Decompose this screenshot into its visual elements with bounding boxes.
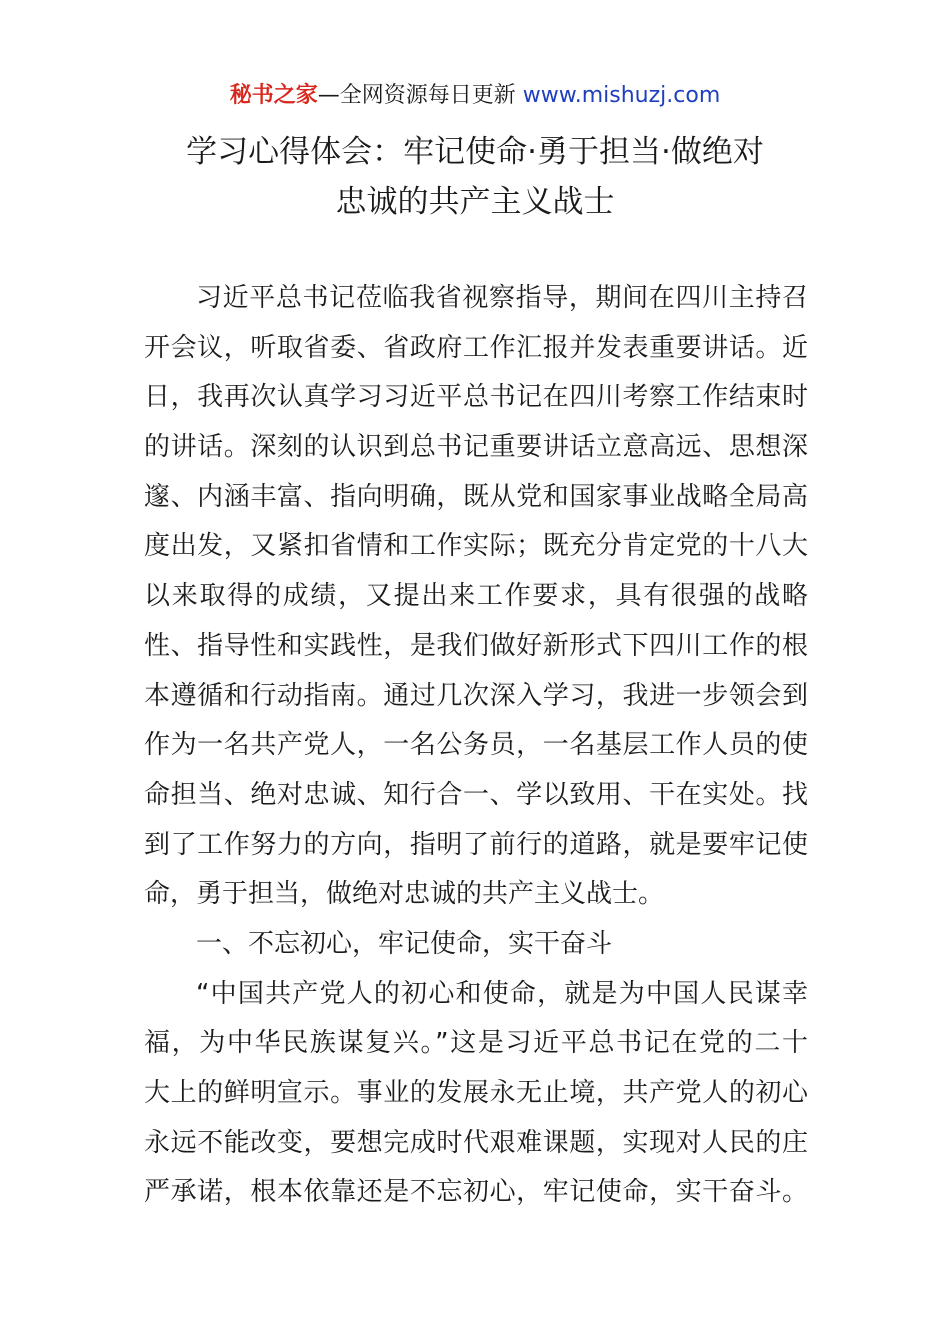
title-line-2: 忠诚的共产主义战士: [335, 184, 615, 220]
body-line: 的讲话。深刻的认识到总书记重要讲话立意高远、思想深: [144, 432, 808, 463]
body-line: 命，勇于担当，做绝对忠诚的共产主义战士。: [144, 879, 665, 910]
site-url[interactable]: www.mishuzj.com: [522, 83, 721, 108]
body-line: 习近平总书记莅临我省视察指导，期间在四川主持召: [196, 283, 808, 313]
body-line: 日，我再次认真学习习近平总书记在四川考察工作结束时: [144, 382, 808, 413]
body-line: 本遵循和行动指南。通过几次深入学习，我进一步领会到: [144, 680, 808, 711]
body-line: 邃、内涵丰富、指向明确，既从党和国家事业战略全局高: [144, 481, 808, 512]
body-line: 作为一名共产党人，一名公务员，一名基层工作人员的使: [144, 730, 808, 761]
body-line: 度出发，又紧扣省情和工作实际；既充分肯定党的十八大: [144, 531, 808, 562]
title-line-1: 学习心得体会：牢记使命·勇于担当·做绝对: [186, 134, 764, 170]
site-header: [0, 80, 950, 112]
body-line: 大上的鲜明宣示。事业的发展永无止境，共产党人的初心: [144, 1078, 808, 1108]
site-tagline: —全网资源每日更新: [317, 83, 523, 108]
body-line: 福，为中华民族谋复兴。”这是习近平总书记在党的二十: [144, 1028, 808, 1059]
body-line: 以来取得的成绩，又提出来工作要求，具有很强的战略: [144, 581, 808, 612]
document-body: [144, 274, 808, 1218]
body-line: 开会议，听取省委、省政府工作汇报并发表重要讲话。近: [144, 332, 808, 363]
body-line: 严承诺，根本依靠还是不忘初心，牢记使命，实干奋斗。: [144, 1177, 808, 1208]
section-heading: 一、不忘初心，牢记使命，实干奋斗: [196, 928, 613, 959]
body-line: 永远不能改变，要想完成时代艰难课题，实现对人民的庄: [144, 1127, 808, 1158]
site-brand: 秘书之家: [229, 83, 318, 108]
body-line: “中国共产党人的初心和使命，就是为中国人民谋幸: [196, 978, 808, 1009]
body-line: 命担当、绝对忠诚、知行合一、学以致用、干在实处。找: [144, 779, 808, 810]
document-title: [100, 127, 850, 227]
body-line: 到了工作努力的方向，指明了前行的道路，就是要牢记使: [144, 829, 808, 860]
body-line: 性、指导性和实践性，是我们做好新形式下四川工作的根: [144, 630, 808, 661]
